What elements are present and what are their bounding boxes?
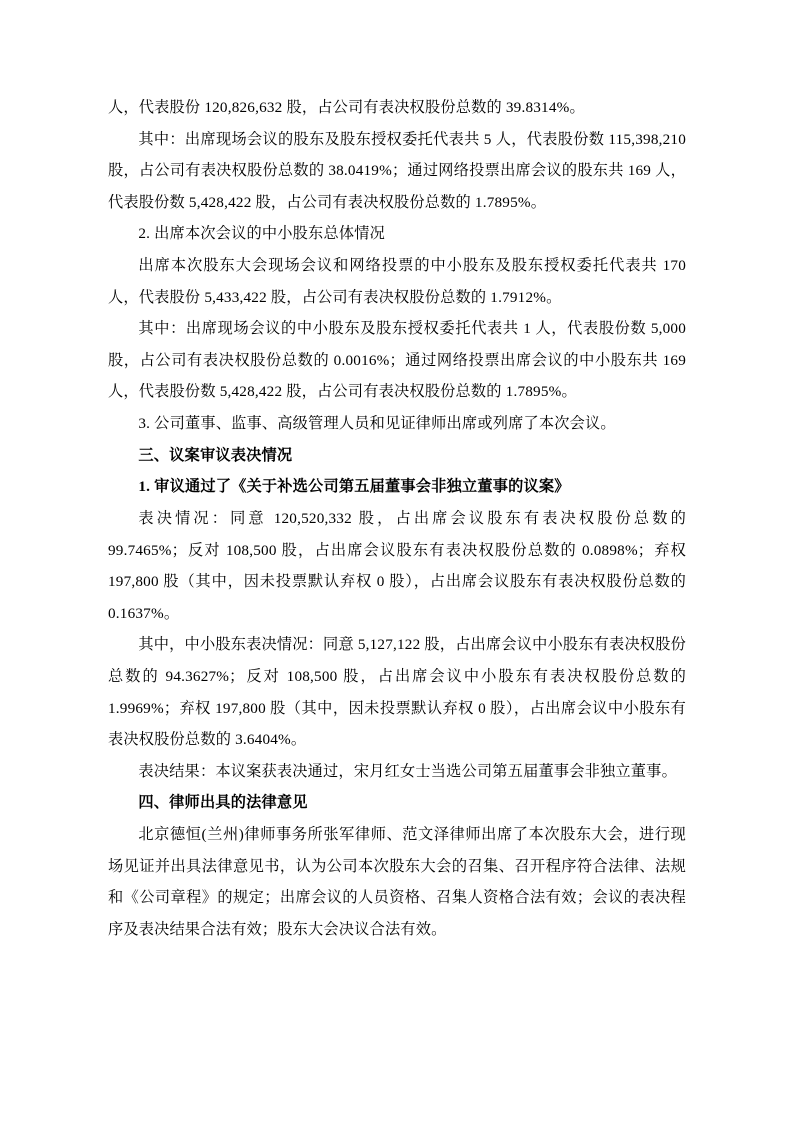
heading-proposal-1: 1. 审议通过了《关于补选公司第五届董事会非独立董事的议案》: [138, 478, 570, 496]
paragraph-legal-opinion: 北京德恒(兰州)律师事务所张军律师、范文泽律师出席了本次股东大会，进行现场见证并出具法律意见书，认为公司本次股东大会的召集、召开程序符合法律、法规和《公司章程》的规定；出席会议的人员资格、召集人资格合法有效；会议的表决程序及表决结果合法有效；股东大会决议合法有效。: [108, 826, 686, 938]
paragraph-item2-total: 出席本次股东大会现场会议和网络投票的中小股东及股东授权委托代表共 170 人，代表股份 5,433,422 股，占公司有表决权股份总数的 1.7912%。: [108, 257, 686, 306]
paragraph-proposal-1-result: 表决结果：本议案获表决通过，宋月红女士当选公司第五届董事会非独立董事。: [138, 762, 677, 780]
paragraph-item2-breakdown: 其中：出席现场会议的中小股东及股东授权委托代表共 1 人，代表股份数 5,000 股，占公司有表决权股份总数的 0.0016%；通过网络投票出席会议的中小股东共 169 人，代表股份数 5,428,422 股，占公司有表决权股份总数的 1.7895%。: [108, 320, 686, 401]
paragraph-item3-attendance: 3. 公司董事、监事、高级管理人员和见证律师出席或列席了本次会议。: [138, 415, 616, 433]
heading-section-three: 三、议案审议表决情况: [138, 446, 293, 464]
paragraph-continuation-total: 人，代表股份 120,826,632 股，占公司有表决权股份总数的 39.8314%。: [108, 99, 585, 116]
paragraph-item2-title: 2. 出席本次会议的中小股东总体情况: [138, 225, 385, 243]
document-body: [108, 92, 686, 945]
paragraph-proposal-1-minority-vote: 其中，中小股东表决情况：同意 5,127,122 股，占出席会议中小股东有表决权股份总数的 94.3627%；反对 108,500 股，占出席会议中小股东有表决权股份总数的 1.9969%；弃权 197,800 股（其中，因未投票默认弃权 0 股），占出席会议中小股东有表决权股份总数的 3.6404%。: [108, 636, 686, 749]
paragraph-breakdown-onsite-network: 其中：出席现场会议的股东及股东授权委托代表共 5 人，代表股份数 115,398,210 股，占公司有表决权股份总数的 38.0419%；通过网络投票出席会议的股东共 169 人，代表股份数 5,428,422 股，占公司有表决权股份总数的 1.7895%。: [108, 130, 686, 211]
paragraph-proposal-1-vote: 表决情况：同意 120,520,332 股，占出席会议股东有表决权股份总数的 99.7465%；反对 108,500 股，占出席会议股东有表决权股份总数的 0.0898%；弃权 197,800 股（其中，因未投票默认弃权 0 股），占出席会议股东有表决权股份总数的 0.1637%。: [108, 509, 686, 622]
heading-section-four: 四、律师出具的法律意见: [138, 794, 308, 812]
